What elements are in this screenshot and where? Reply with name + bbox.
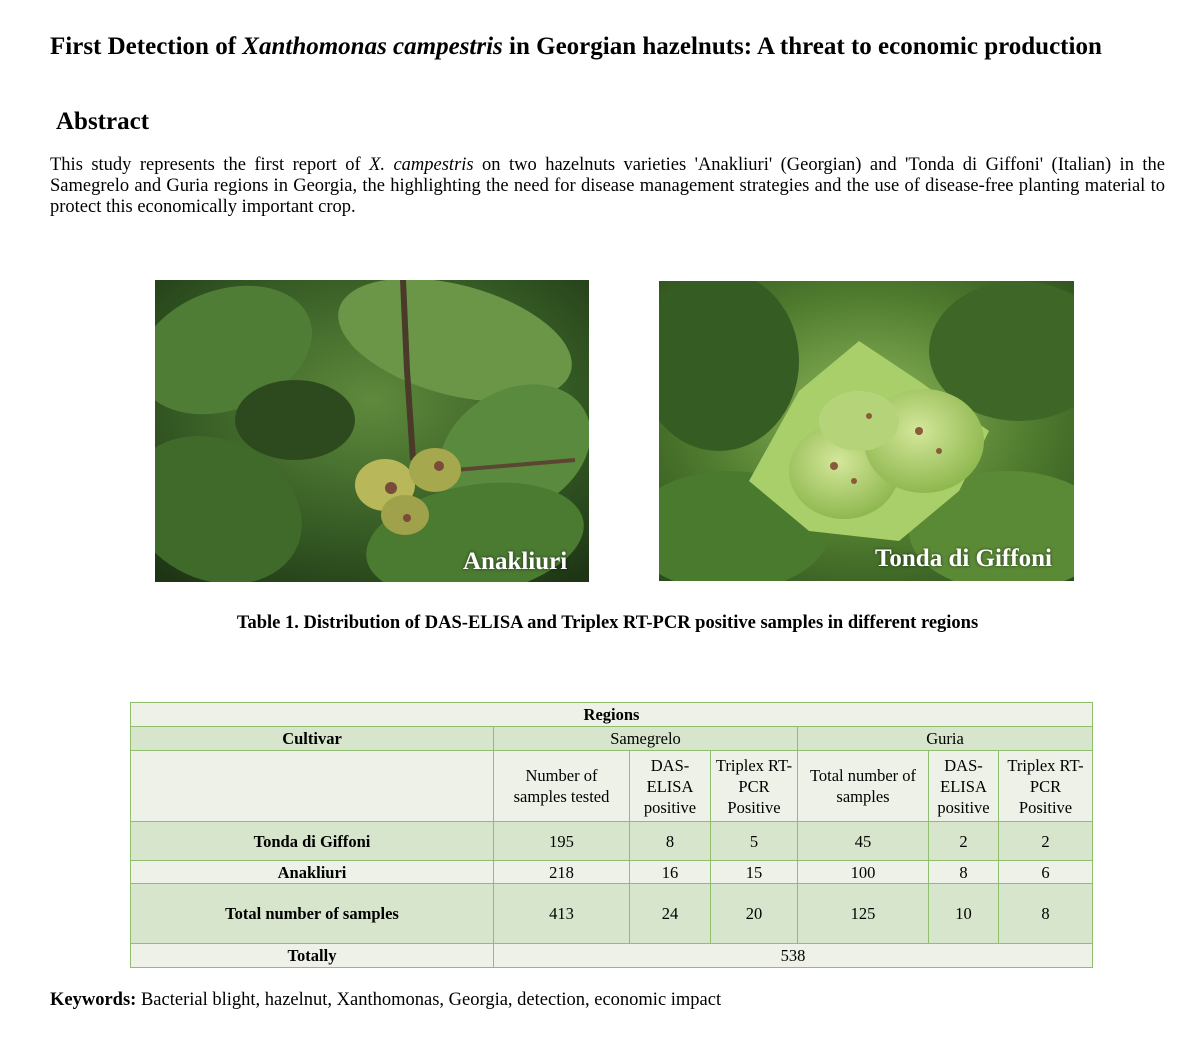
column-header: Number of samples tested: [494, 751, 630, 822]
anakliuri-photo: [155, 280, 589, 582]
table-cell: 10: [929, 884, 999, 944]
table-cell: 8: [630, 822, 711, 861]
keywords-text: Bacterial blight, hazelnut, Xanthomonas, Georgia, detection, economic impact: [136, 990, 722, 1010]
keywords-label: Keywords:: [50, 990, 137, 1010]
keywords: [50, 990, 721, 1011]
regions-header-row: [131, 703, 1093, 727]
table-cell: 45: [798, 822, 929, 861]
results-table: [130, 702, 1093, 968]
totally-row: [131, 944, 1093, 968]
paper-title: [50, 32, 1165, 62]
table-cell: 125: [798, 884, 929, 944]
table-cell: 195: [494, 822, 630, 861]
region-samegrelo: Samegrelo: [494, 727, 798, 751]
table-caption: Table 1. Distribution of DAS-ELISA and Triplex RT-PCR positive samples in different regions: [236, 613, 979, 633]
table-cell: 8: [929, 861, 999, 884]
table-row: [131, 884, 1093, 944]
anakliuri-caption: Anakliuri: [463, 548, 568, 575]
table-cell: 15: [711, 861, 798, 884]
row-label: Anakliuri: [131, 861, 494, 884]
column-header-empty: [131, 751, 494, 822]
table-cell: 413: [494, 884, 630, 944]
table-cell: 20: [711, 884, 798, 944]
totally-label: Totally: [131, 944, 494, 968]
abstract-species: X. campestris: [369, 155, 474, 175]
regions-label: Regions: [131, 703, 1093, 727]
column-header: Total number of samples: [798, 751, 929, 822]
abstract-text: [50, 155, 1165, 218]
region-names-row: [131, 727, 1093, 751]
table-cell: 16: [630, 861, 711, 884]
cultivar-label: Cultivar: [131, 727, 494, 751]
table-cell: 218: [494, 861, 630, 884]
abstract-text-end: on two hazelnuts varieties 'Anakliuri' (Georgian) and 'Tonda di Giffoni' (Italian) in the Samegrelo and Guria regions in Georgia, the highlighting the need for disease management strategies and the use of disease-free planting material to protect this economically important crop.: [50, 155, 1165, 217]
table-row: [131, 861, 1093, 884]
table-cell: 5: [711, 822, 798, 861]
title-species: Xanthomonas campestris: [242, 33, 503, 60]
row-label: Tonda di Giffoni: [131, 822, 494, 861]
table-cell: 24: [630, 884, 711, 944]
table-row: [131, 822, 1093, 861]
table-cell: 2: [929, 822, 999, 861]
abstract-text-start: This study represents the first report of: [50, 155, 370, 175]
anakliuri-photo-image: [155, 280, 589, 582]
row-label: Total number of samples: [131, 884, 494, 944]
table-cell: 100: [798, 861, 929, 884]
totally-value: 538: [494, 944, 1093, 968]
column-header: Triplex RT- PCR Positive: [711, 751, 798, 822]
column-header: DAS-ELISA positive: [630, 751, 711, 822]
tonda-di-giffoni-caption: Tonda di Giffoni: [875, 545, 1052, 572]
abstract-heading: Abstract: [56, 108, 150, 135]
column-header: DAS-ELISA positive: [929, 751, 999, 822]
title-text-end: in Georgian hazelnuts: A threat to economic production: [502, 33, 1102, 60]
column-header: Triplex RT-PCR Positive: [999, 751, 1093, 822]
tonda-di-giffoni-photo-image: [659, 281, 1074, 581]
title-text-start: First Detection of: [50, 33, 243, 60]
table-cell: 2: [999, 822, 1093, 861]
tonda-di-giffoni-photo: [659, 281, 1074, 581]
region-guria: Guria: [798, 727, 1093, 751]
table-cell: 6: [999, 861, 1093, 884]
table-cell: 8: [999, 884, 1093, 944]
column-headers-row: [131, 751, 1093, 822]
